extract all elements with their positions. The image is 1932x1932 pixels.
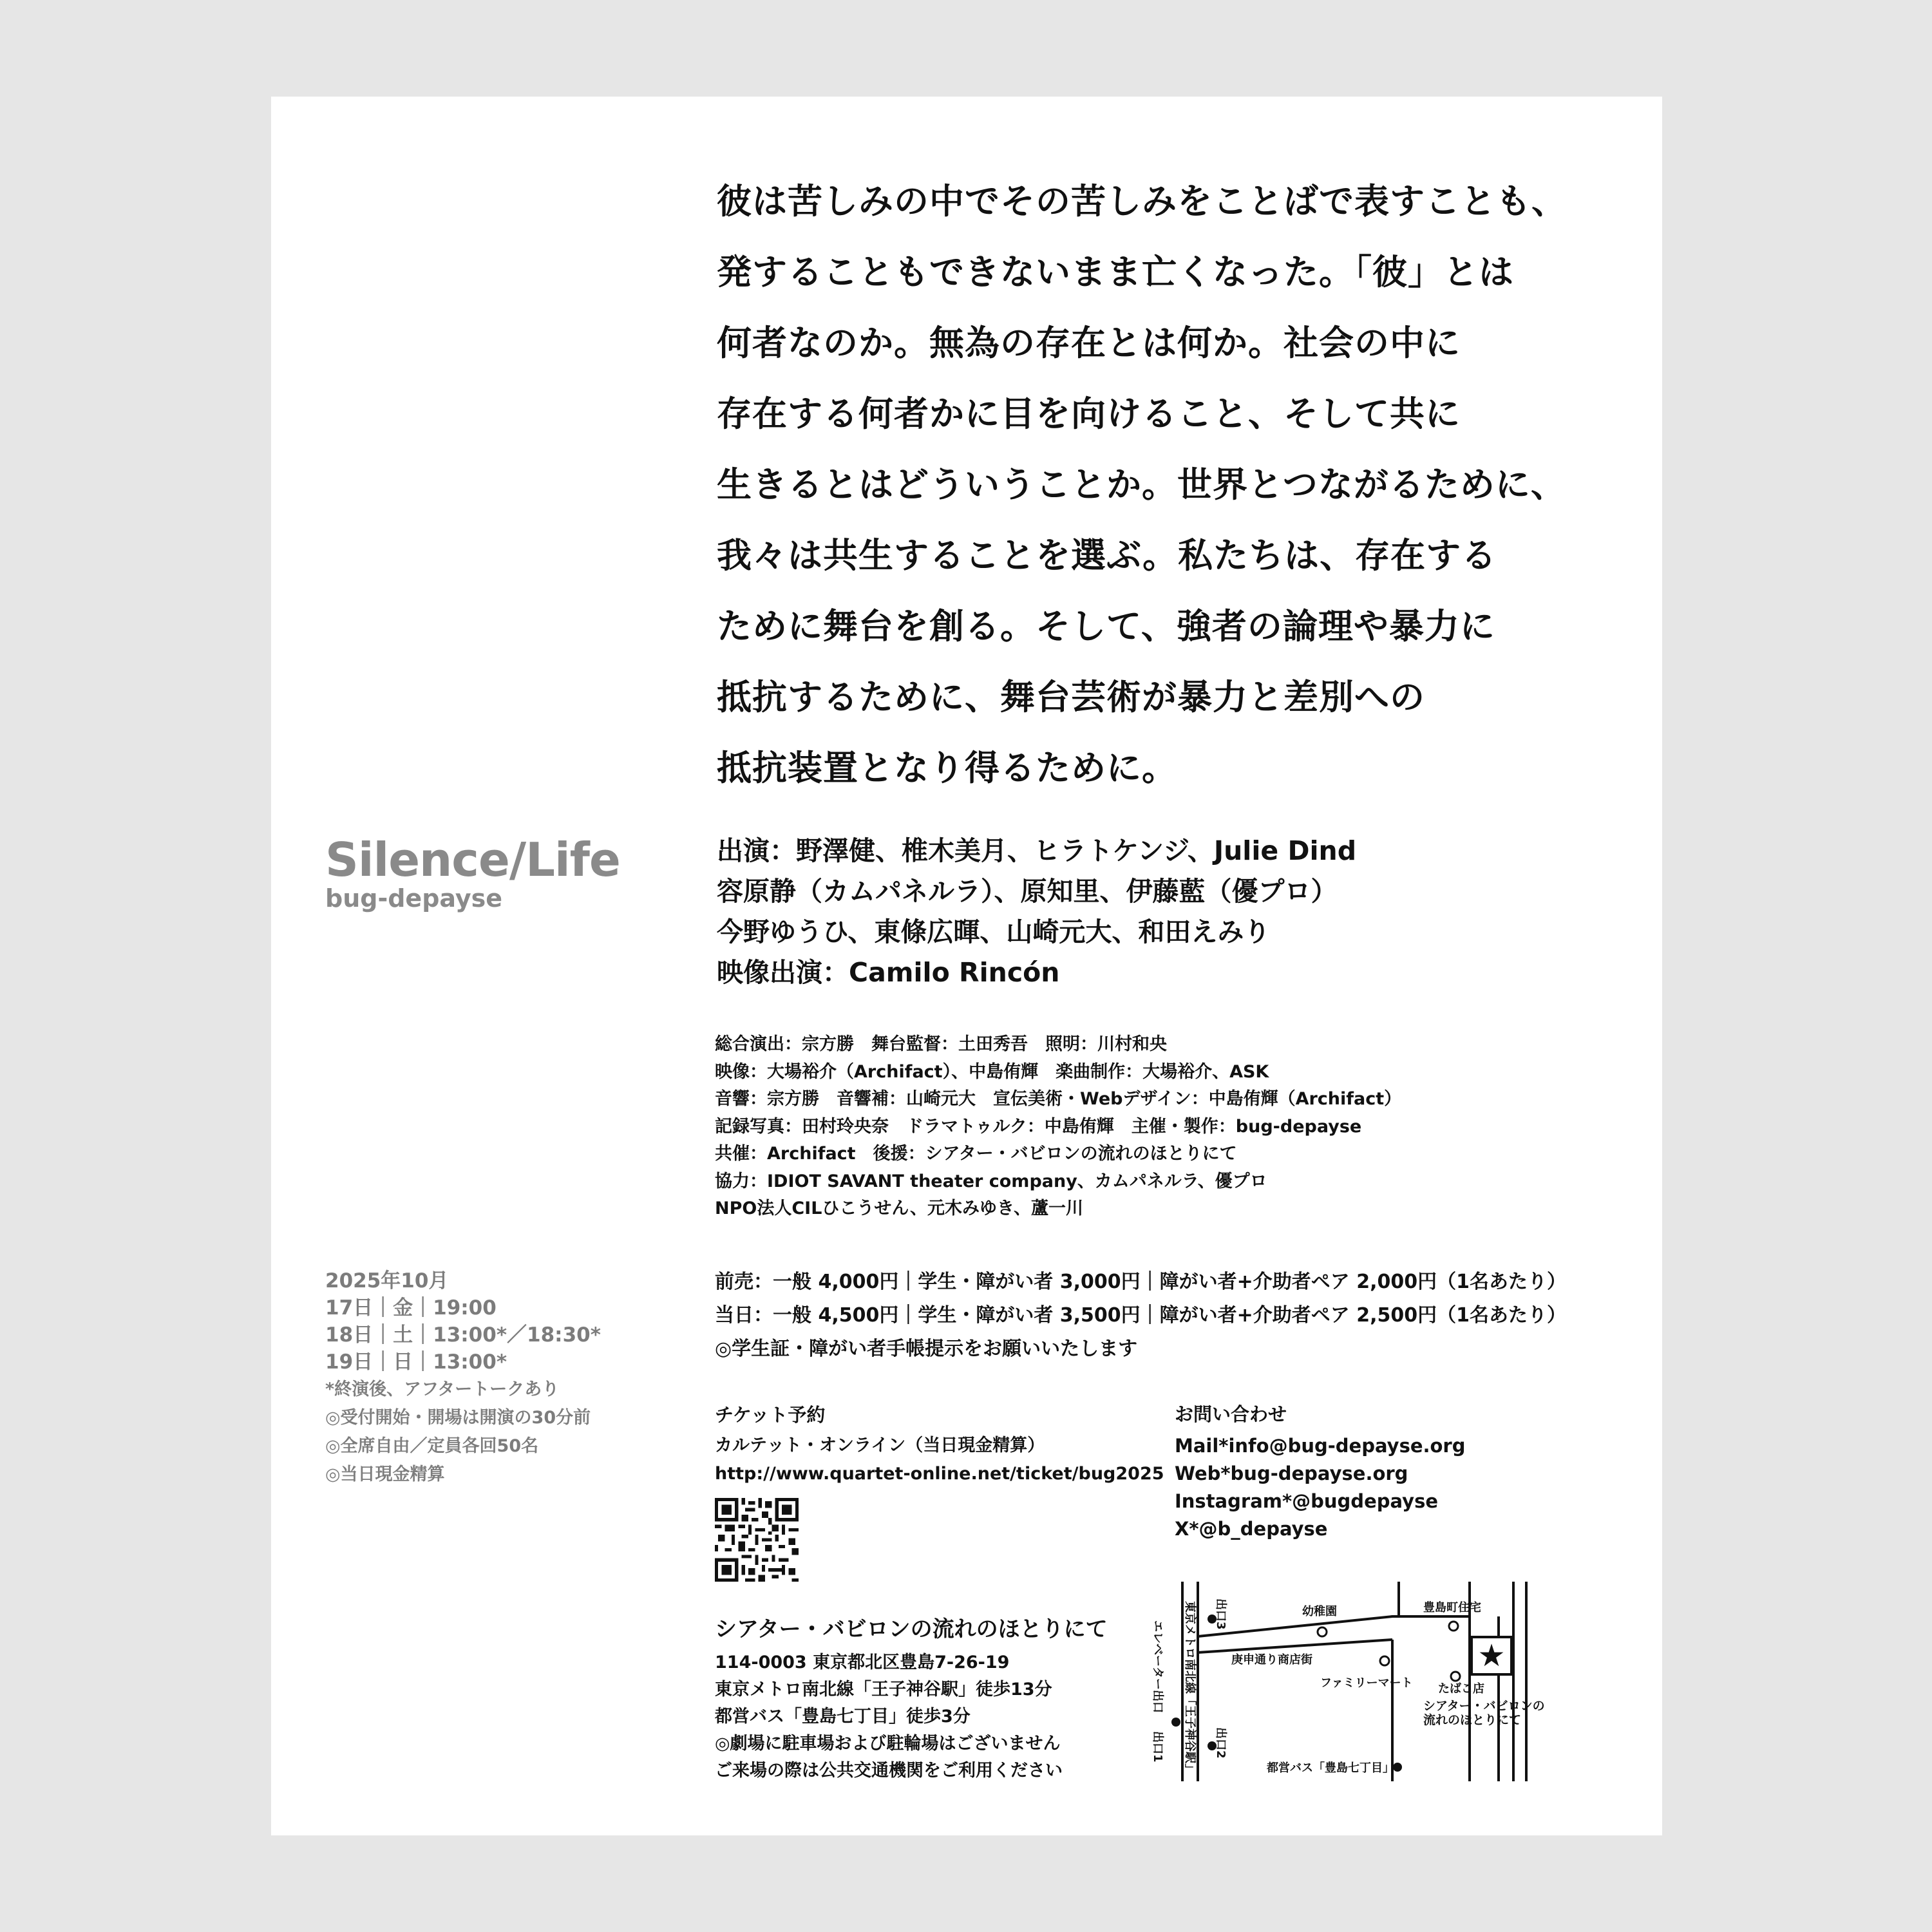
venue-info: [715, 1613, 1108, 1785]
ticket-heading: チケット予約: [715, 1404, 826, 1426]
elevator-label: エレベーター出口: [1151, 1620, 1164, 1713]
schedule-date: 19日｜日｜13:00*: [325, 1350, 507, 1374]
staff-credits: [715, 1031, 1401, 1223]
exit2-label: 出口2: [1214, 1727, 1227, 1759]
price-note: ◎学生証・障がい者手帳提示をお願いいたします: [715, 1338, 1138, 1360]
schedule-note: *終演後、アフタートークあり: [325, 1379, 560, 1399]
familymart-marker: [1380, 1656, 1389, 1665]
kindergarten-marker: [1318, 1627, 1327, 1636]
housing-label: 豊島町住宅: [1423, 1601, 1481, 1615]
schedule: [325, 1267, 601, 1489]
statement-line: 彼は苦しみの中でその苦しみをことばで表すことも、: [717, 181, 1567, 222]
credit-line: 協力：IDIOT SAVANT theater company、カムパネルラ、優プロ: [715, 1171, 1267, 1191]
credit-line: 総合演出：宗方勝 舞台監督：土田秀吾 照明：川村和央: [715, 1034, 1167, 1054]
schedule-date: 17日｜金｜19:00: [325, 1296, 497, 1320]
statement-line: 我々は共生することを選ぶ。私たちは、存在する: [717, 535, 1497, 576]
elevator-dot: [1171, 1718, 1180, 1727]
ticket-service: カルテット・オンライン（当日現金精算）: [715, 1435, 1045, 1455]
theater-label-line1: シアター・バビロンの: [1423, 1699, 1545, 1713]
contact-x-link[interactable]: X*@b_depayse: [1175, 1518, 1328, 1540]
statement-text: [717, 166, 1631, 804]
statement-line: 抵抗するために、舞台芸術が暴力と差別への: [717, 677, 1425, 717]
title-block: [325, 834, 620, 913]
qr-code[interactable]: [715, 1498, 799, 1582]
ticket-reservation: [715, 1401, 1164, 1488]
kindergarten-label: 幼稚園: [1302, 1605, 1337, 1618]
schedule-note: ◎全席自由／定員各回50名: [325, 1436, 539, 1456]
venue-access-line: 東京メトロ南北線「王子神谷駅」徒歩13分: [715, 1680, 1052, 1700]
bus-stop-dot: [1393, 1763, 1402, 1772]
schedule-note: ◎受付開始・開場は開演の30分前: [325, 1408, 591, 1428]
ticket-url-link[interactable]: http://www.quartet-online.net/ticket/bug2025: [715, 1464, 1164, 1484]
housing-marker: [1449, 1622, 1458, 1631]
schedule-date: 18日｜土｜13:00*／18:30*: [325, 1323, 601, 1347]
contact-info: [1175, 1401, 1466, 1543]
credit-line: 共催：Archifact 後援：シアター・バビロンの流れのほとりにて: [715, 1144, 1237, 1164]
statement-line: 抵抗装置となり得るために。: [717, 748, 1177, 788]
cast-list: [717, 831, 1356, 993]
shopping-street-label: 庚申通り商店街: [1231, 1653, 1312, 1667]
exit1-label: 出口1: [1151, 1731, 1164, 1763]
contact-mail-link[interactable]: Mail*info@bug-depayse.org: [1175, 1435, 1466, 1457]
venue-address: 114-0003 東京都北区豊島7-26-19: [715, 1653, 1010, 1672]
schedule-note: ◎当日現金精算: [325, 1464, 445, 1484]
show-title: Silence/Life: [325, 833, 620, 887]
price-advance: 前売：一般 4,000円｜学生・障がい者 3,000円｜障がい者+介助者ペア 2,000円（1名あたり）: [715, 1271, 1567, 1293]
ticket-prices: [715, 1265, 1566, 1366]
tobacco-label: たばこ店: [1438, 1682, 1484, 1696]
company-name: bug-depayse: [325, 884, 503, 913]
venue-note: ◎劇場に駐車場および駐輪場はございません: [715, 1734, 1061, 1754]
contact-heading: お問い合わせ: [1175, 1403, 1287, 1425]
theater-label-line2: 流れのほとりにて: [1423, 1713, 1522, 1727]
bus-stop-label: 都営バス「豊島七丁目」: [1267, 1761, 1394, 1775]
cast-line: 今野ゆうひ、東條広暉、山崎元大、和田えみり: [717, 916, 1271, 947]
price-door: 当日：一般 4,500円｜学生・障がい者 3,500円｜障がい者+介助者ペア 2,500円（1名あたり）: [715, 1304, 1567, 1327]
familymart-label: ファミリーマート: [1320, 1676, 1413, 1690]
venue-access-line: 都営バス「豊島七丁目」徒歩3分: [715, 1707, 971, 1727]
cast-line: 容原静（カムパネルラ）、原知里、伊藤藍（優プロ）: [717, 876, 1338, 907]
statement-line: 何者なのか。無為の存在とは何か。社会の中に: [717, 323, 1461, 363]
star-icon: ★: [1477, 1638, 1506, 1674]
cast-line: 出演：野澤健、椎木美月、ヒラトケンジ、Julie Dind: [717, 835, 1357, 866]
contact-web-link[interactable]: Web*bug-depayse.org: [1175, 1463, 1408, 1484]
credit-line: 映像：大場裕介（Archifact）、中島侑輝 楽曲制作：大場裕介、ASK: [715, 1061, 1269, 1082]
cast-line: 映像出演：Camilo Rincón: [717, 957, 1060, 988]
venue-note: ご来場の際は公共交通機関をご利用ください: [715, 1761, 1063, 1781]
access-map: [1135, 1582, 1553, 1781]
statement-line: 存在する何者かに目を向けること、そして共に: [717, 393, 1461, 434]
tobacco-marker: [1451, 1672, 1460, 1681]
venue-name: シアター・バビロンの流れのほとりにて: [715, 1616, 1108, 1642]
statement-line: 生きるとはどういうことか。世界とつながるために、: [717, 464, 1566, 505]
statement-line: 発することもできないまま亡くなった。「彼」とは: [717, 252, 1514, 292]
statement-line: ために舞台を創る。そして、強者の論理や暴力に: [717, 606, 1495, 647]
station-label: 東京メトロ南北線「王子神谷駅」: [1183, 1601, 1197, 1775]
exit3-label: 出口3: [1214, 1598, 1227, 1630]
credit-line: 記録写真：田村玲央奈 ドラマトゥルク：中島侑輝 主催・製作：bug-depayse: [715, 1116, 1362, 1137]
schedule-month: 2025年10月: [325, 1269, 449, 1293]
credit-line: 音響：宗方勝 音響補：山崎元大 宣伝美術・Webデザイン：中島侑輝（Archifact）: [715, 1089, 1402, 1109]
contact-instagram-link[interactable]: Instagram*@bugdepayse: [1175, 1490, 1439, 1512]
credit-line: NPO法人CILひこうせん、元木みゆき、蘆一川: [715, 1198, 1083, 1218]
